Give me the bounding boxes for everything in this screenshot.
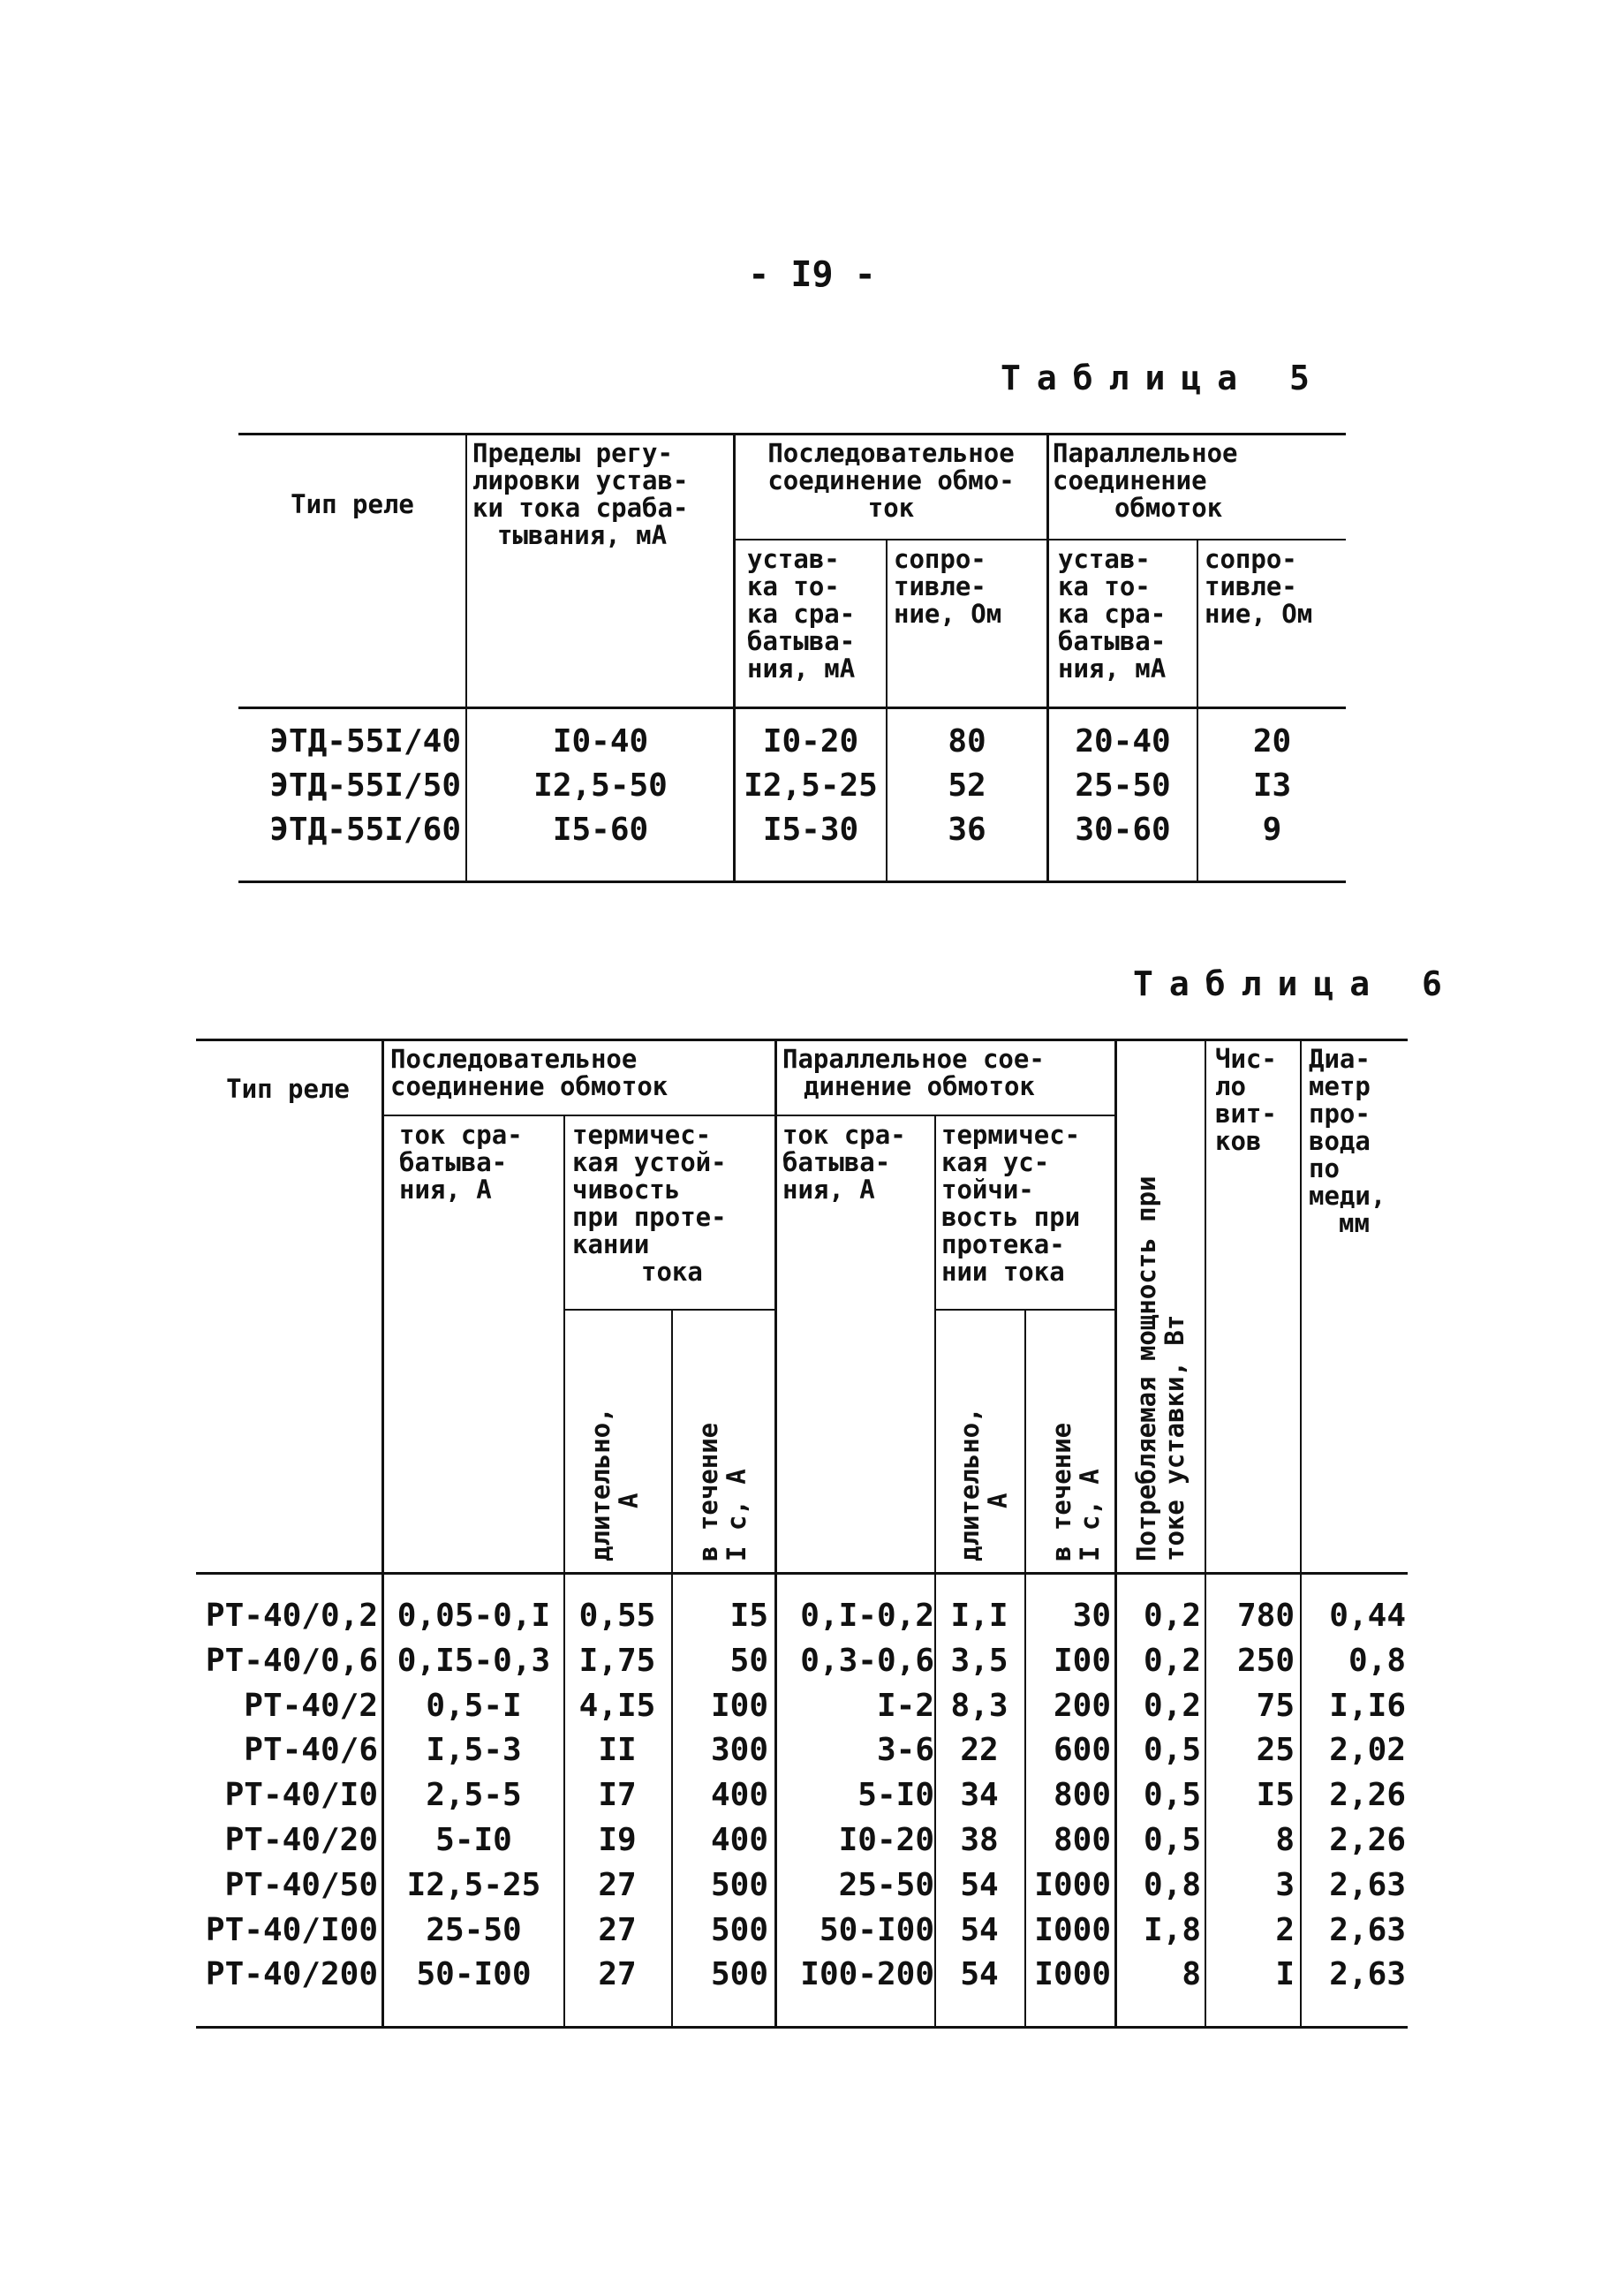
- cell: I,8: [1143, 1912, 1201, 1948]
- header-parallel-setting: устав- ка то- ка сра- батыва- ния, мА: [1058, 546, 1167, 683]
- cell: 0,55: [578, 1598, 656, 1634]
- cell: РТ-40/6: [244, 1732, 378, 1768]
- header-series-one-sec: в течение I с, А: [693, 1422, 752, 1561]
- header-turns: Чис- ло вит- ков: [1215, 1046, 1277, 1155]
- cell: 75: [1256, 1688, 1295, 1724]
- cell: I2,5-25: [744, 767, 878, 804]
- cell: РТ-40/I0: [224, 1777, 378, 1813]
- cell: РТ-40/50: [224, 1867, 378, 1903]
- cell: 2,26: [1329, 1777, 1406, 1813]
- header-parallel: Параллельное соединение обмоток: [1053, 440, 1238, 522]
- cell: 4,I5: [578, 1688, 656, 1724]
- cell: 27: [598, 1912, 637, 1948]
- cell: 5-I0: [857, 1777, 934, 1813]
- cell: I0-20: [838, 1822, 934, 1858]
- cell: 0,5: [1143, 1822, 1201, 1858]
- table6-caption: Таблица 6: [1133, 964, 1458, 1003]
- header-parallel-resistance: сопро- тивле- ние, Ом: [1205, 546, 1313, 628]
- cell: I,I: [950, 1598, 1008, 1634]
- cell: 27: [598, 1956, 637, 1992]
- cell: РТ-40/20: [224, 1822, 378, 1858]
- cell: 20-40: [1075, 723, 1171, 760]
- cell: 30: [1072, 1598, 1111, 1634]
- cell: I00: [1053, 1643, 1111, 1679]
- rule: [735, 539, 1346, 540]
- page-number: - I9 -: [748, 254, 876, 295]
- header-series-long: длительно, А: [585, 1407, 644, 1561]
- cell: 20: [1252, 723, 1292, 760]
- header-range: Пределы регу- лировки устав- ки тока сраба- тывания, мА: [472, 440, 689, 549]
- cell: 38: [960, 1822, 999, 1858]
- header-parallel-long: длительно, А: [955, 1407, 1013, 1561]
- cell: I00-200: [800, 1956, 934, 1992]
- cell: 54: [960, 1912, 999, 1948]
- cell: 3,5: [950, 1643, 1008, 1679]
- cell: 25-50: [838, 1867, 934, 1903]
- cell: 3: [1275, 1867, 1295, 1903]
- cell: I5-30: [762, 812, 859, 848]
- cell: 25-50: [426, 1912, 522, 1948]
- header-parallel: Параллельное сое- динение обмоток: [782, 1046, 1045, 1100]
- cell: 2,63: [1329, 1912, 1406, 1948]
- cell: 200: [1053, 1688, 1111, 1724]
- header-relay-type: Тип реле: [226, 1076, 350, 1103]
- rule: [238, 707, 1346, 709]
- cell: I,I6: [1329, 1688, 1406, 1724]
- cell: 2: [1275, 1912, 1295, 1948]
- header-relay-type: Тип реле: [291, 491, 414, 518]
- header-parallel-thermal: термичес- кая ус- тойчи- вость при протека- нии тока: [941, 1122, 1081, 1286]
- cell: I3: [1252, 767, 1292, 804]
- cell: 2,26: [1329, 1822, 1406, 1858]
- header-parallel-one-sec: в течение I с, А: [1046, 1422, 1105, 1561]
- cell: I000: [1034, 1956, 1111, 1992]
- cell: 600: [1053, 1732, 1111, 1768]
- header-diameter: Диа- метр про- вода по меди, мм: [1309, 1046, 1386, 1237]
- cell: I00: [710, 1688, 768, 1724]
- cell: 52: [948, 767, 986, 804]
- cell: РТ-40/0,6: [205, 1643, 378, 1679]
- cell: I7: [598, 1777, 637, 1813]
- cell: 500: [710, 1867, 768, 1903]
- cell: 2,63: [1329, 1956, 1406, 1992]
- cell: 0,5: [1143, 1777, 1201, 1813]
- cell: I9: [598, 1822, 637, 1858]
- cell: 0,5: [1143, 1732, 1201, 1768]
- cell: 30-60: [1075, 812, 1171, 848]
- cell: I2,5-50: [533, 767, 668, 804]
- rule: [936, 1309, 1116, 1311]
- cell: 780: [1236, 1598, 1295, 1634]
- cell: 34: [960, 1777, 999, 1813]
- cell: 500: [710, 1956, 768, 1992]
- rule: [934, 1115, 936, 2027]
- cell: 0,44: [1329, 1598, 1406, 1634]
- cell: 54: [960, 1867, 999, 1903]
- cell: I5: [1256, 1777, 1295, 1813]
- cell: I000: [1034, 1912, 1111, 1948]
- header-series-resistance: сопро- тивле- ние, Ом: [894, 546, 1002, 628]
- cell: I,5-3: [426, 1732, 522, 1768]
- cell: 25: [1256, 1732, 1295, 1768]
- rule: [196, 2026, 1408, 2029]
- cell: 0,2: [1143, 1598, 1201, 1634]
- rule: [565, 1309, 775, 1311]
- rule: [196, 1572, 1408, 1575]
- cell: 250: [1236, 1643, 1295, 1679]
- cell: 5-I0: [435, 1822, 512, 1858]
- cell: 50-I00: [416, 1956, 532, 1992]
- cell: 50: [729, 1643, 768, 1679]
- header-series-thermal: термичес- кая устой- чивость при проте- кании тока: [572, 1122, 727, 1286]
- cell: 25-50: [1075, 767, 1171, 804]
- cell: I: [1275, 1956, 1295, 1992]
- cell: ЭТД-55I/50: [269, 767, 461, 804]
- cell: 9: [1262, 812, 1282, 848]
- cell: II: [598, 1732, 637, 1768]
- cell: 800: [1053, 1822, 1111, 1858]
- cell: 27: [598, 1867, 637, 1903]
- cell: I5: [729, 1598, 768, 1634]
- cell: РТ-40/0,2: [205, 1598, 378, 1634]
- cell: 36: [948, 812, 986, 848]
- rule: [465, 433, 467, 881]
- cell: 0,3-0,6: [800, 1643, 934, 1679]
- header-series-current: ток сра- батыва- ния, А: [399, 1122, 523, 1204]
- cell: I0-40: [552, 723, 649, 760]
- cell: 3-6: [876, 1732, 934, 1768]
- cell: 800: [1053, 1777, 1111, 1813]
- cell: РТ-40/200: [205, 1956, 378, 1992]
- cell: 0,2: [1143, 1688, 1201, 1724]
- cell: I0-20: [762, 723, 859, 760]
- cell: 2,02: [1329, 1732, 1406, 1768]
- cell: I-2: [876, 1688, 934, 1724]
- rule: [238, 433, 1346, 435]
- cell: РТ-40/I00: [205, 1912, 378, 1948]
- cell: ЭТД-55I/40: [269, 723, 461, 760]
- cell: 2,5-5: [426, 1777, 522, 1813]
- cell: 50-I00: [819, 1912, 934, 1948]
- cell: 0,05-0,I: [397, 1598, 551, 1634]
- header-parallel-current: ток сра- батыва- ния, А: [782, 1122, 906, 1204]
- cell: 80: [948, 723, 986, 760]
- cell: I,75: [578, 1643, 656, 1679]
- cell: 0,I5-0,3: [397, 1643, 551, 1679]
- cell: 500: [710, 1912, 768, 1948]
- cell: 400: [710, 1777, 768, 1813]
- cell: 8: [1182, 1956, 1201, 1992]
- cell: 0,I-0,2: [800, 1598, 934, 1634]
- header-series: Последовательное соединение обмо- ток: [767, 440, 1015, 522]
- cell: 0,2: [1143, 1643, 1201, 1679]
- cell: 0,5-I: [426, 1688, 522, 1724]
- cell: I000: [1034, 1867, 1111, 1903]
- cell: 54: [960, 1956, 999, 1992]
- cell: 0,8: [1348, 1643, 1406, 1679]
- header-series: Последовательное соединение обмоток: [390, 1046, 668, 1100]
- header-series-setting: устав- ка то- ка сра- батыва- ния, мА: [747, 546, 856, 683]
- rule: [238, 881, 1346, 883]
- cell: 300: [710, 1732, 768, 1768]
- cell: I2,5-25: [406, 1867, 541, 1903]
- header-power: Потребляемая мощность при токе уставки, Вт: [1131, 1175, 1190, 1561]
- table5-caption: Таблица 5: [1001, 359, 1326, 397]
- rule: [196, 1039, 1408, 1041]
- cell: 400: [710, 1822, 768, 1858]
- cell: РТ-40/2: [244, 1688, 378, 1724]
- rule: [383, 1115, 1116, 1116]
- cell: 22: [960, 1732, 999, 1768]
- cell: 8,3: [950, 1688, 1008, 1724]
- cell: I5-60: [552, 812, 649, 848]
- cell: 2,63: [1329, 1867, 1406, 1903]
- rule: [1114, 1039, 1117, 2027]
- cell: ЭТД-55I/60: [269, 812, 461, 848]
- cell: 8: [1275, 1822, 1295, 1858]
- cell: 0,8: [1143, 1867, 1201, 1903]
